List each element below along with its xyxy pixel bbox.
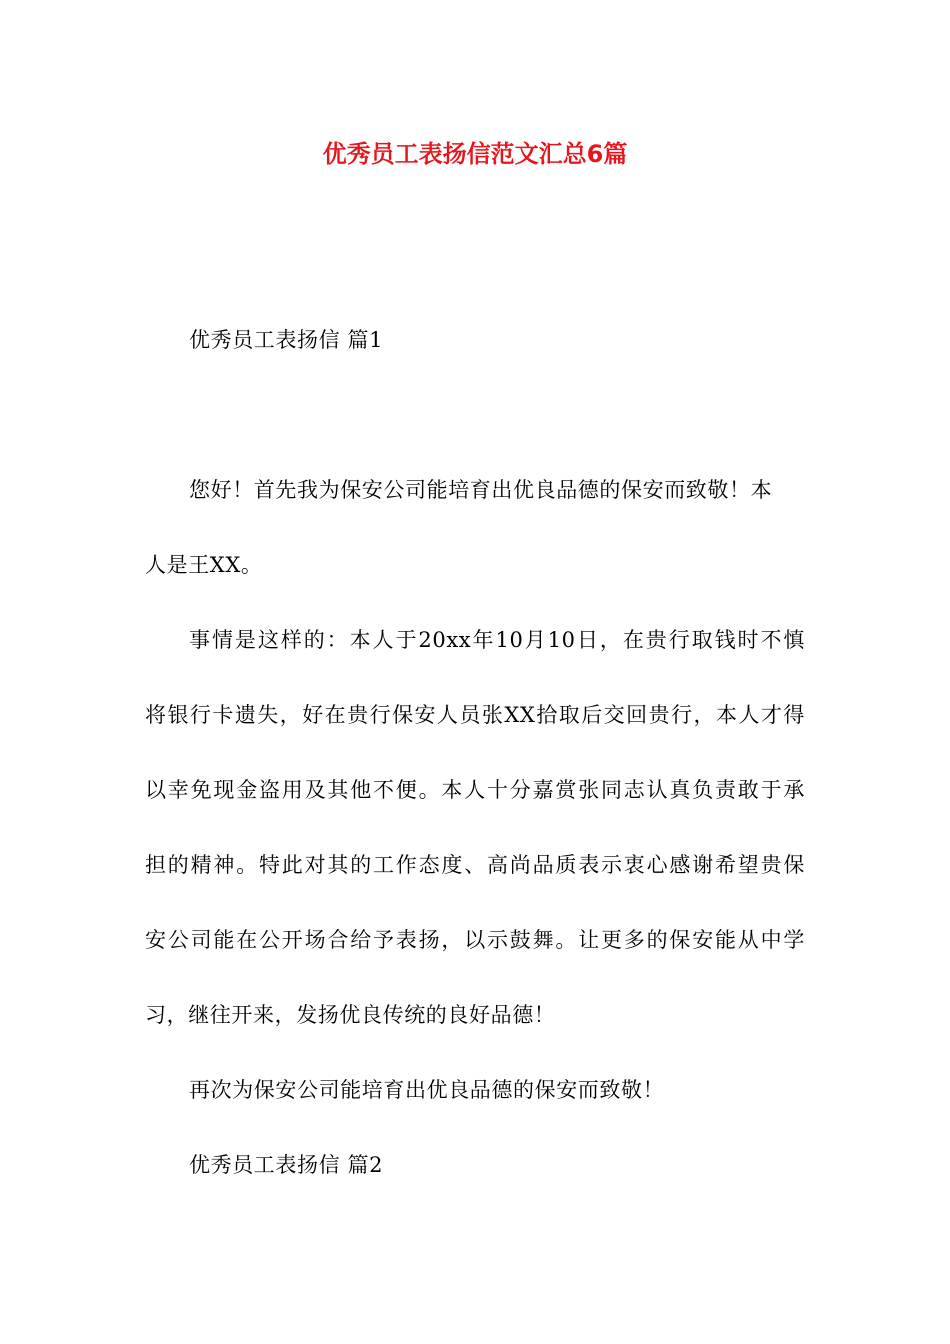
paragraph-line: 以幸免现金盗用及其他不便。本人十分嘉赏张同志认真负责敢于承 [145, 778, 805, 802]
paragraph-line: 人是王XX。 [145, 553, 263, 577]
paragraph-line: 安公司能在公开场合给予表扬，以示鼓舞。让更多的保安能从中学 [145, 928, 805, 952]
paragraph-line: 您好！首先我为保安公司能培育出优良品德的保安而致敬！本 [189, 478, 773, 502]
paragraph-line: 将银行卡遗失，好在贵行保安人员张XX拾取后交回贵行，本人才得 [145, 703, 805, 727]
paragraph-line: 习，继往开来，发扬优良传统的良好品德！ [145, 1003, 556, 1027]
section-heading-1: 优秀员工表扬信 篇1 [189, 328, 384, 352]
paragraph-line: 再次为保安公司能培育出优良品德的保安而致敬！ [189, 1078, 665, 1102]
document-title: 优秀员工表扬信范文汇总6篇 [322, 140, 628, 168]
paragraph-line: 事情是这样的：本人于20xx年10月10日，在贵行取钱时不慎 [189, 628, 805, 652]
section-heading-2: 优秀员工表扬信 篇2 [189, 1153, 384, 1177]
paragraph-line: 担的精神。特此对其的工作态度、高尚品质表示衷心感谢希望贵保 [145, 853, 805, 877]
